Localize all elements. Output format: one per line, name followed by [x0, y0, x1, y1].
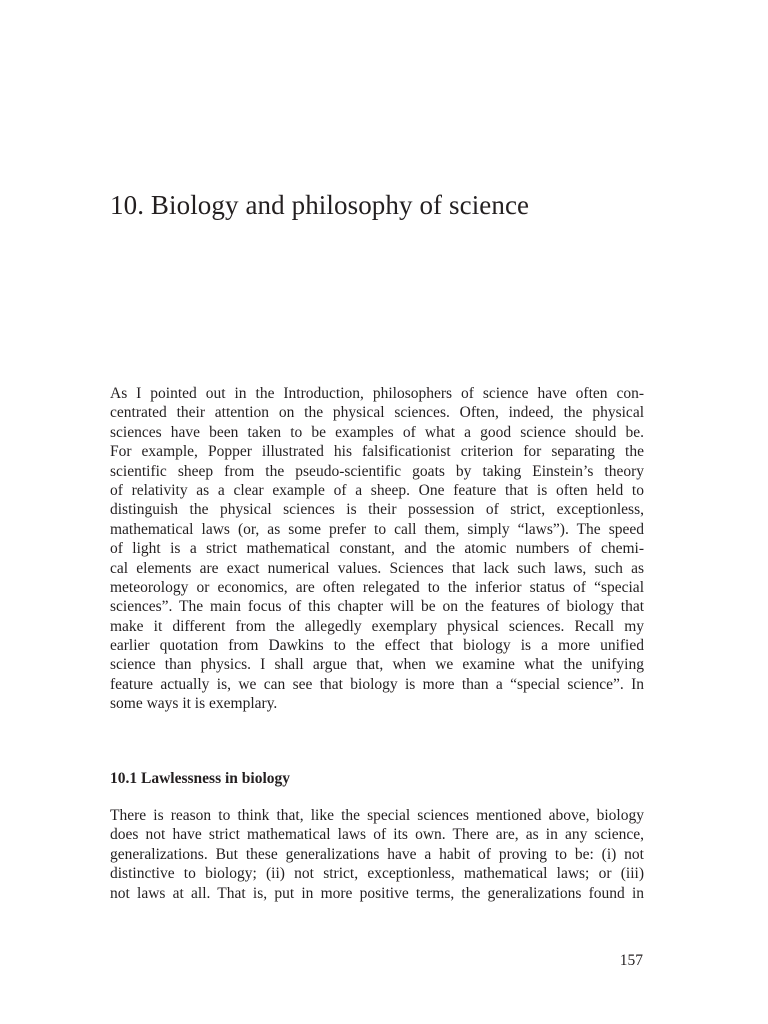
text-line: scientific sheep from the pseudo-scientific goats by taking Einstein’s theory — [110, 462, 644, 480]
text-line: not laws at all. That is, put in more positive terms, the generalizations found in — [110, 884, 644, 902]
intro-paragraph — [110, 384, 644, 714]
text-line: mathematical laws (or, as some prefer to call them, simply “laws”). The speed — [110, 520, 644, 538]
text-line: of light is a strict mathematical constant, and the atomic numbers of chemi- — [110, 540, 644, 558]
text-line: sciences have been taken to be examples of what a good science should be. — [110, 423, 644, 441]
chapter-title: 10. Biology and philosophy of science — [110, 190, 530, 220]
text-line: of relativity as a clear example of a sheep. One feature that is often held to — [110, 481, 644, 499]
section-paragraph — [110, 806, 644, 903]
text-line: sciences”. The main focus of this chapter will be on the features of biology that — [110, 598, 644, 616]
text-line: earlier quotation from Dawkins to the effect that biology is a more unified — [110, 637, 644, 655]
text-line: does not have strict mathematical laws of its own. There are, as in any science, — [110, 826, 644, 844]
text-line: generalizations. But these generalizations have a habit of proving to be: (i) not — [110, 845, 644, 863]
text-line: feature actually is, we can see that biology is more than a “special science”. In — [110, 675, 644, 693]
text-line: centrated their attention on the physical sciences. Often, indeed, the physical — [110, 404, 644, 422]
text-line: some ways it is exemplary. — [110, 695, 278, 713]
text-line: distinguish the physical sciences is their possession of strict, exceptionless, — [110, 501, 644, 519]
text-line: make it different from the allegedly exemplary physical sciences. Recall my — [110, 617, 644, 635]
text-line: distinctive to biology; (ii) not strict, exceptionless, mathematical laws; or (iii) — [110, 865, 644, 883]
text-line: cal elements are exact numerical values. Sciences that lack such laws, such as — [110, 559, 644, 577]
text-line: meteorology or economics, are often relegated to the inferior status of “special — [110, 578, 644, 596]
text-line: For example, Popper illustrated his falsificationist criterion for separating the — [110, 443, 644, 461]
section-heading: 10.1 Lawlessness in biology — [110, 770, 291, 787]
text-line: There is reason to think that, like the special sciences mentioned above, biology — [110, 807, 644, 824]
page-number: 157 — [619, 952, 643, 969]
text-line: science than physics. I shall argue that, when we examine what the unifying — [110, 656, 644, 674]
text-line: As I pointed out in the Introduction, philosophers of science have often con- — [110, 385, 644, 402]
